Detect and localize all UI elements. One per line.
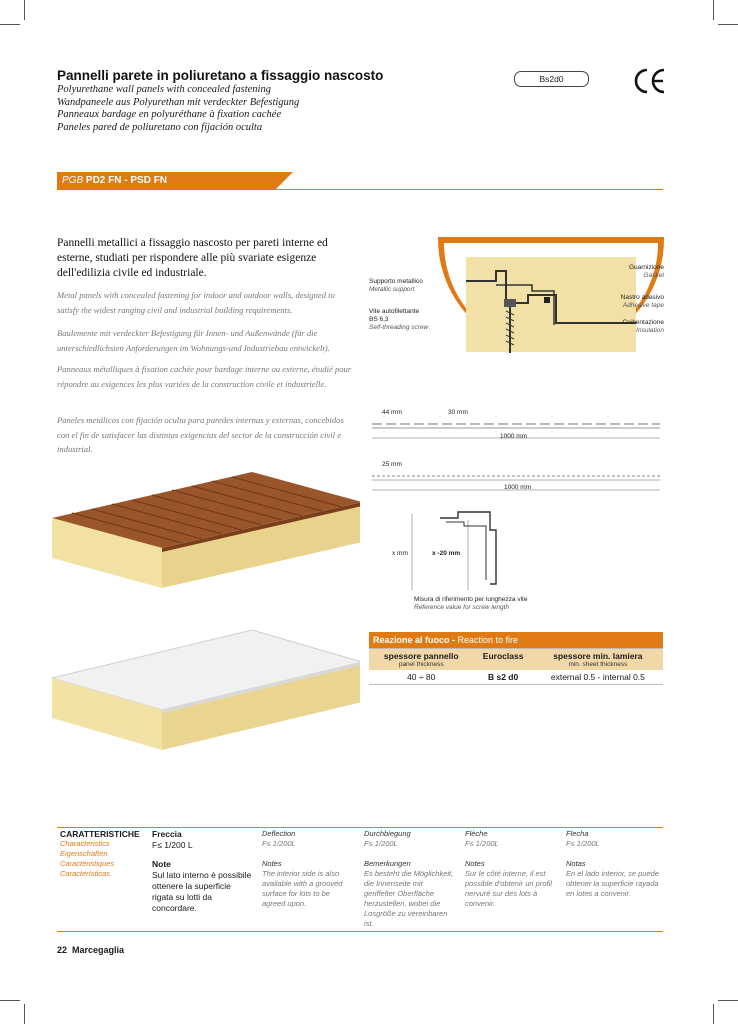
brand-name: Marcegaglia [72,945,125,955]
fire-table-header: Reazione al fuoco - Reaction to fire [369,632,663,649]
subtitle-list [57,84,299,134]
product-tag-prefix: PGB [62,175,84,186]
label-screw: Vite autofilettante BS 6,3 Self-threading screw [369,308,429,331]
label-support: Supporto metallico Metallic support [369,278,423,293]
screw-x-minus-label: x -20 mm [432,550,461,557]
panel-illustration-white [40,628,360,760]
fire-class-badge: Bs2d0 [514,71,589,87]
page-footer [57,945,124,955]
cell-sheet: external 0.5 - internal 0.5 [533,670,663,685]
product-tag [62,175,167,186]
crop-mark [24,1004,25,1024]
panel-illustration-brown [40,470,360,598]
crop-mark [718,1000,738,1001]
profile1-dim-a: 44 mm [382,409,402,416]
subtitle-es: Paneles pared de poliuretano con fijación oculta [57,121,263,133]
profile2-width: 1000 mm [504,484,532,491]
cell-thickness: 40 ÷ 80 [369,670,473,685]
characteristics-col-de: Durchbiegung F≤ 1/200L Bemerkungen Es besteht die Möglichkeit, die Innenseite mit geriffelter Oberfläche herzustellen, wobei die Losgröße zu vereinbaren ist. [364,829,454,928]
crop-mark [718,24,738,25]
translation-fr: Panneaux métalliques à fixation cachée pour bardage interne ou externe, étudié pour répondre au exigences les plus variées de la construction civile et industrielle. [57,364,352,389]
col-euroclass: Euroclass [473,649,532,671]
characteristics-col-en: Deflection F≤ 1/200L Notes The interior side is also available with a grooved surface for lots to be agreed upon. [262,829,343,908]
crop-mark [713,0,714,20]
characteristics-col-it: Freccia F≤ 1/200 L Note Sul lato interno è possibile ottenere la superficie rigata su lotti da concordare. [152,829,252,913]
profile2-dim-a: 25 mm [382,461,402,468]
profile1-dim-b: 30 mm [448,409,468,416]
label-insulation: Coibentazione Insulation [622,319,664,334]
screw-note: Misura di riferimento per lunghezza vite Reference value for screw length [414,596,528,611]
crop-mark [713,1004,714,1024]
characteristics-col-fr: Flèche F≤ 1/200L Notes Sur le côté interne, il est possible d'obtenir un profil nervuré sur des lots à convenir. [465,829,552,908]
page-number: 22 [57,945,68,955]
divider [57,931,663,932]
cell-euroclass: B s2 d0 [473,670,532,685]
profile1-width: 1000 mm [500,433,528,440]
fire-reaction-table [369,632,663,685]
translation-de: Baulemente mit verdeckter Befestigung für Innen- und Außenwände (für die unterschiedlichsten Anforderungen im Wohnungs-und Industriebau entwickelt). [57,328,330,353]
page-title: Pannelli parete in poliuretano a fissaggio nascosto [57,68,384,83]
crop-mark [24,0,25,20]
subtitle-de: Wandpaneele aus Polyurethan mit verdeckter Befestigung [57,96,300,108]
divider [57,827,663,828]
label-gasket: Guarnizione Gasket [628,264,664,279]
intro-text: Pannelli metallici a fissaggio nascosto per pareti interne ed esterne, studiati per rispondere alle più svariate esigenze dell'edilizia civile ed industriale. [57,237,328,279]
subtitle-en: Polyurethane wall panels with concealed fastening [57,84,271,95]
label-tape: Nastro adesivo Adhesive tape [620,294,664,309]
translation-en: Metal panels with concealed fastening for indoor and outdoor walls, designed to satisfy the widest ranging civil and industrial building requirements. [57,290,335,315]
crop-mark [0,24,20,25]
table-row [369,670,663,685]
product-tag-label: PD2 FN - PSD FN [85,175,168,186]
joint-detail-diagram [436,237,664,399]
subtitle-fr: Panneaux bardage en polyuréthane à fixation cachée [57,109,282,121]
ce-mark-icon [632,66,666,96]
crop-mark [0,1000,20,1001]
characteristics-title-col: CARATTERISTICHE Characteristics Eigenschaften Caractéristiques Características [60,829,140,878]
translation-es: Paneles metálicos con fijación oculta para paredes internas y externas, concebidos con el fin de satisfacer las distintas exigencias del sector de la construcción civil e industrial. [57,415,344,454]
screw-x-label: x mm [392,550,408,557]
col-panel-thickness: spessore pannello panel thickness [369,649,473,671]
characteristics-col-es: Flecha F≤ 1/200L Notas En el lado interior, se puede obtener la superficie rayada en lotes a convenir. [566,829,659,898]
col-sheet-thickness: spessore min. lamiera min. sheet thickness [533,649,663,671]
divider [57,189,663,190]
